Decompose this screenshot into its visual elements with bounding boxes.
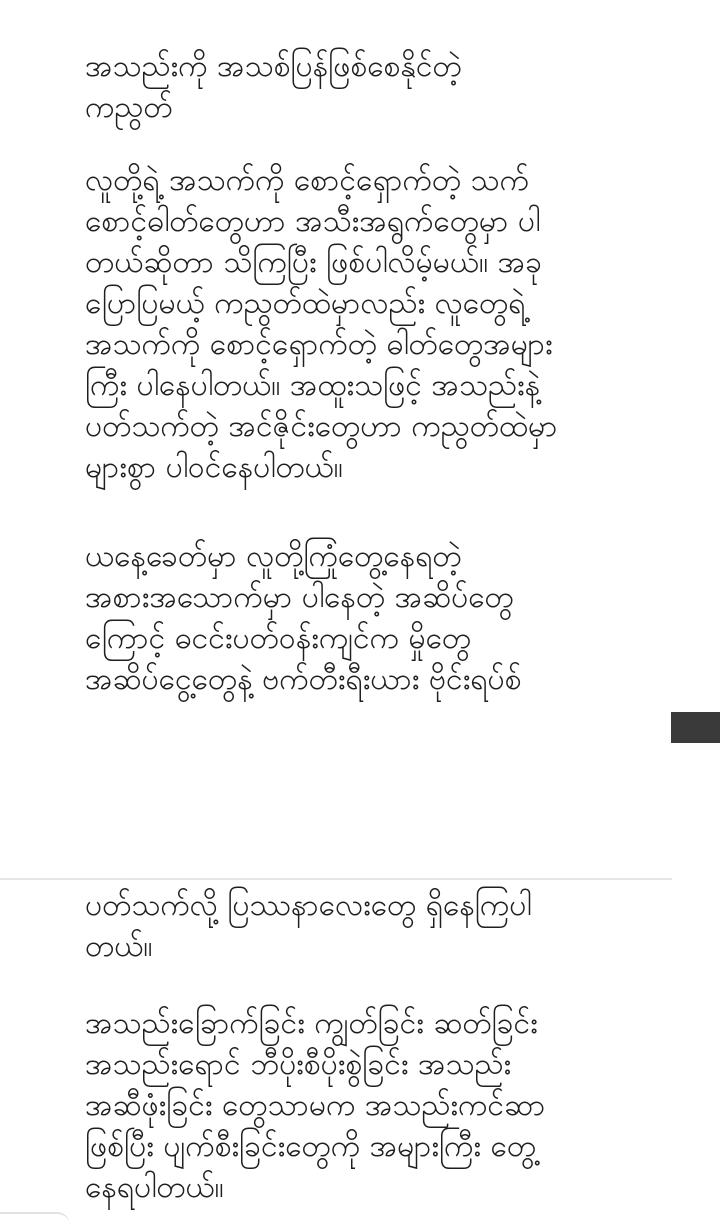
paragraph-1: [85, 160, 645, 500]
text-line: ကြောင့် ဓငင်းပတ်ဝန်းကျင်က မှိုတွေ: [85, 621, 472, 656]
paragraph-2: [85, 536, 645, 711]
page-divider: [0, 878, 672, 880]
text-line: အသည်းခြောက်ခြင်း ကျွတ်ခြင်း ဆတ်ခြင်း: [85, 1006, 538, 1041]
text-line: များစွာ ပါဝင်နေပါတယ်။: [85, 450, 343, 485]
page-gap: [0, 718, 720, 878]
text-line: အသက်ကို စောင့်ရှောက်တဲ့ ဓါတ်တွေအများ: [85, 327, 553, 362]
text-line: အဆိပ်ငွေ့တွေနဲ့ ဗက်တီးရီးယား ဗိုင်းရပ်စ်: [85, 662, 522, 697]
bottom-edge-curve: [0, 1212, 70, 1225]
text-line: တယ်။: [85, 929, 153, 964]
text-line: တယ်ဆိုတာ သိကြပြီး ဖြစ်ပါလိမ့်မယ်။ အခု: [85, 245, 543, 280]
text-line: လူတို့ရဲ့ အသက်ကို စောင့်ရှောက်တဲ့ သက်: [85, 163, 529, 198]
heading-line: ကညွတ်: [85, 90, 173, 125]
text-line: စောင့်ဓါတ်တွေဟာ အသီးအရွက်တွေမှာ ပါ: [85, 204, 541, 239]
text-line: ဖြစ်ပြီး ပျက်စီးခြင်းတွေကို အများကြီး တွေ့: [85, 1129, 537, 1164]
scroll-marker[interactable]: [671, 712, 720, 743]
heading-line: အသည်းကို အသစ်ပြန်ဖြစ်စေနိုင်တဲ့: [85, 49, 462, 84]
article-heading: [85, 46, 645, 136]
text-line: ကြီး ပါနေပါတယ်။ အထူးသဖြင့် အသည်းနဲ့: [85, 368, 541, 403]
text-line: အဆီဖုံးခြင်း တွေသာမက အသည်းကင်ဆာ: [85, 1088, 546, 1123]
text-line: ယနေ့ခေတ်မှာ လူတို့ကြုံတွေ့နေရတဲ့: [85, 539, 462, 574]
text-line: ပတ်သက်လို့ ပြဿနာလေးတွေ ရှိနေကြပါ: [85, 888, 532, 923]
text-line: အသည်းရောင် ဘီပိုးစီပိုးစွဲခြင်း အသည်း: [85, 1047, 512, 1082]
text-line: နေရပါတယ်။: [85, 1170, 224, 1205]
text-line: ပြောပြမယ့် ကညွတ်ထဲမှာလည်း လူတွေရဲ့: [85, 286, 526, 321]
paragraph-4: [85, 1003, 645, 1218]
text-line: အစားအသောက်မှာ ပါနေတဲ့ အဆိပ်တွေ: [85, 580, 514, 615]
text-line: ပတ်သက်တဲ့ အင်ဇိုင်းတွေဟာ ကညွတ်ထဲမှာ: [85, 409, 558, 444]
paragraph-3: [85, 885, 645, 975]
